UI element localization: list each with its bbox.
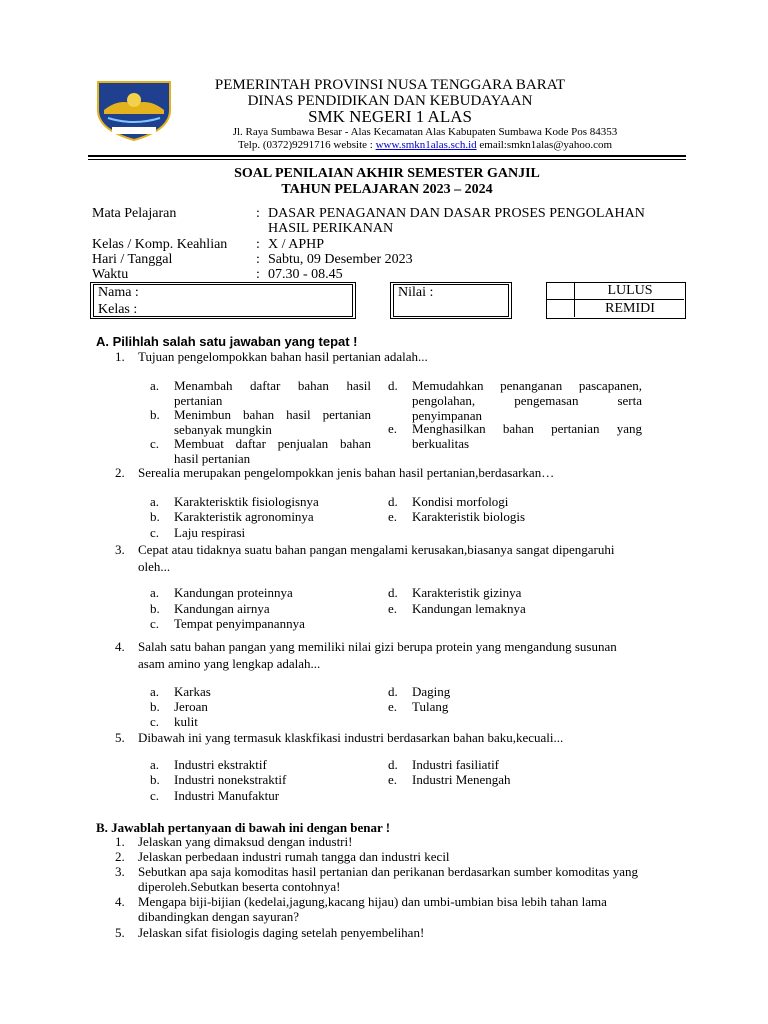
info-colon: : [256, 237, 260, 252]
option-text: Karakteristik biologis [412, 509, 526, 524]
essay-text-line2: dibandingkan dengan sayuran? [138, 909, 300, 924]
gov-line: PEMERINTAH PROVINSI NUSA TENGGARA BARAT [214, 77, 566, 93]
option-text: Industri fasiliatif [412, 757, 500, 772]
option-text: Industri ekstraktif [174, 757, 267, 772]
option-text: Menimbun bahan hasil pertanian sebanyak mungkin [174, 407, 371, 437]
info-colon: : [256, 206, 260, 221]
question-number: 1. [115, 349, 125, 364]
info-colon: : [256, 267, 260, 282]
option-letter: c. [150, 788, 160, 803]
option-letter: a. [150, 684, 160, 699]
info-label: Hari / Tanggal [92, 252, 173, 267]
option-letter: b. [150, 601, 160, 616]
option-letter: d. [388, 684, 398, 699]
option-text: Menambah daftar bahan hasil pertanian [174, 378, 371, 408]
option-letter: a. [150, 378, 160, 393]
option-text: Menghasilkan bahan pertanian yang berkualitas [412, 421, 642, 451]
option-letter: e. [388, 421, 398, 436]
info-date: Sabtu, 09 Desember 2023 [268, 252, 413, 267]
option-letter: e. [388, 699, 398, 714]
essay-text: Mengapa biji-bijian (kedelai,jagung,kacang hijau) dan umbi-umbian bisa lebih tahan lama [138, 894, 607, 909]
result-divider-h [546, 299, 684, 300]
section-a-heading: A. Pilihlah salah satu jawaban yang tepat ! [96, 334, 358, 349]
option-letter: d. [388, 378, 398, 393]
email-text: email:smkn1alas@yahoo.com [476, 139, 613, 151]
info-label: Mata Pelajaran [92, 206, 177, 221]
essay-number: 5. [115, 925, 125, 940]
name-label: Nama : [98, 285, 139, 300]
info-label: Waktu [92, 267, 129, 282]
essay-number: 2. [115, 849, 125, 864]
option-text: Memudahkan penanganan pascapanen, pengolahan, pengemasan serta penyimpanan [412, 378, 642, 423]
essay-text: Jelaskan perbedaan industri rumah tangga dan industri kecil [138, 849, 450, 864]
option-text: Karkas [174, 684, 211, 699]
option-text: Industri Manufaktur [174, 788, 280, 803]
result-remedial: REMIDI [605, 301, 655, 316]
option-text: Kandungan lemaknya [412, 601, 526, 616]
question-text-line2: asam amino yang lengkap adalah... [138, 656, 321, 671]
option-letter: e. [388, 509, 398, 524]
exam-year: TAHUN PELAJARAN 2023 – 2024 [281, 182, 493, 197]
header-rule [88, 155, 686, 160]
section-b-heading: B. Jawablah pertanyaan di bawah ini dengan benar ! [96, 820, 391, 835]
result-pass: LULUS [607, 283, 653, 298]
option-letter: c. [150, 525, 160, 540]
question-text: Tujuan pengelompokkan bahan hasil pertanian adalah... [138, 349, 428, 364]
option-letter: b. [150, 407, 160, 422]
option-text: Karakteristik gizinya [412, 585, 522, 600]
option-letter: b. [150, 772, 160, 787]
option-letter: d. [388, 757, 398, 772]
essay-number: 4. [115, 894, 125, 909]
dept-line: DINAS PENDIDIKAN DAN KEBUDAYAAN [247, 93, 533, 109]
option-letter: a. [150, 585, 160, 600]
class-label: Kelas : [98, 302, 138, 317]
option-text: Daging [412, 684, 451, 699]
phone-text: Telp. (0372)9291716 website : [237, 139, 376, 151]
essay-number: 3. [115, 864, 125, 879]
question-text-line2: oleh... [138, 559, 171, 574]
option-letter: a. [150, 494, 160, 509]
question-text: Dibawah ini yang termasuk klaskfikasi industri berdasarkan bahan baku,kecuali... [138, 730, 564, 745]
question-text: Salah satu bahan pangan yang memiliki nilai gizi berupa protein yang mengandung susunan [138, 639, 617, 654]
option-letter: c. [150, 616, 160, 631]
question-text: Serealia merupakan pengelompokkan jenis bahan hasil pertanian,berdasarkan… [138, 465, 555, 480]
essay-text: Jelaskan sifat fisiologis daging setelah penyembelihan! [138, 925, 425, 940]
essay-text-line2: diperoleh.Sebutkan beserta contohnya! [138, 879, 341, 894]
exam-title: SOAL PENILAIAN AKHIR SEMESTER GANJIL [234, 166, 540, 181]
option-letter: a. [150, 757, 160, 772]
contact-line [190, 139, 660, 152]
info-colon: : [256, 252, 260, 267]
question-number: 3. [115, 542, 125, 557]
question-number: 5. [115, 730, 125, 745]
option-letter: c. [150, 714, 160, 729]
info-subject: DASAR PENAGANAN DAN DASAR PROSES PENGOLAHAN [268, 206, 645, 221]
option-text: Membuat daftar penjualan bahan hasil pertanian [174, 436, 371, 466]
option-letter: e. [388, 772, 398, 787]
info-class: X / APHP [268, 237, 325, 252]
option-text: Industri nonekstraktif [174, 772, 287, 787]
option-letter: d. [388, 494, 398, 509]
option-letter: b. [150, 699, 160, 714]
option-letter: d. [388, 585, 398, 600]
info-subject-line2: HASIL PERIKANAN [268, 221, 394, 236]
option-text: Tempat penyimpanannya [174, 616, 305, 631]
option-text: Karakterisktik fisiologisnya [174, 494, 319, 509]
option-text: Jeroan [174, 699, 208, 714]
essay-text: Sebutkan apa saja komoditas hasil pertanian dan perikanan berdasarkan sumber komoditas yang [138, 864, 638, 879]
option-text: Tulang [412, 699, 449, 714]
option-text: Laju respirasi [174, 525, 246, 540]
school-address: Jl. Raya Sumbawa Besar - Alas Kecamatan Alas Kabupaten Sumbawa Kode Pos 84353 [232, 126, 618, 138]
info-label: Kelas / Komp. Keahlian [92, 237, 228, 252]
option-text: kulit [174, 714, 198, 729]
score-label: Nilai : [398, 285, 434, 300]
info-time: 07.30 - 08.45 [268, 267, 343, 282]
question-number: 4. [115, 639, 125, 654]
website-link[interactable]: www.smkn1alas.sch.id [375, 139, 477, 151]
essay-number: 1. [115, 834, 125, 849]
option-text: Kandungan proteinnya [174, 585, 293, 600]
school-name: SMK NEGERI 1 ALAS [308, 107, 472, 126]
option-letter: b. [150, 509, 160, 524]
school-logo [94, 80, 174, 142]
option-text: Karakteristik agronominya [174, 509, 314, 524]
question-number: 2. [115, 465, 125, 480]
option-text: Kandungan airnya [174, 601, 270, 616]
question-text: Cepat atau tidaknya suatu bahan pangan mengalami kerusakan,biasanya sangat dipengaruhi [138, 542, 615, 557]
option-letter: c. [150, 436, 160, 451]
option-text: Kondisi morfologi [412, 494, 509, 509]
option-letter: e. [388, 601, 398, 616]
option-text: Industri Menengah [412, 772, 511, 787]
essay-text: Jelaskan yang dimaksud dengan industri! [138, 834, 353, 849]
